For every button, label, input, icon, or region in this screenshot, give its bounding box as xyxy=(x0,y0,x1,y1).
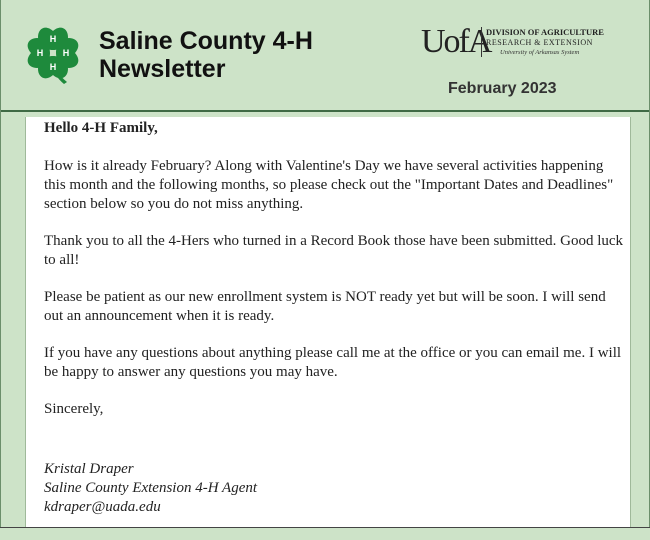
clover-letter-top: H xyxy=(49,34,57,44)
logo-division-text: DIVISION OF AGRICULTURE xyxy=(486,27,604,37)
title-line-2: Newsletter xyxy=(99,55,226,83)
greeting: Hello 4-H Family, xyxy=(44,120,158,136)
paragraph-4: If you have any questions about anything please call me at the office or you can email me. I will be happy to answer any questions you may have. xyxy=(44,345,622,380)
uada-logo xyxy=(421,23,604,64)
uofa-logo-mark: UofA xyxy=(421,23,491,60)
newsletter-body xyxy=(25,117,631,527)
newsletter-header xyxy=(1,0,649,112)
newsletter-title xyxy=(99,27,313,83)
paragraph-3: Please be patient as our new enrollment system is NOT ready yet but will be soon. I will send out an announcement when it is ready. xyxy=(44,289,606,324)
logo-research-text: RESEARCH & EXTENSION xyxy=(486,38,593,47)
clover-letter-bottom: H xyxy=(49,62,57,72)
logo-system-text: University of Arkansas System xyxy=(500,49,580,56)
signature-title: Saline County Extension 4-H Agent xyxy=(44,480,258,496)
signature-name: Kristal Draper xyxy=(44,461,134,477)
bottom-border xyxy=(0,527,650,540)
paragraph-1: How is it already February? Along with Valentine's Day we have several activities happening this month and the following months, so please check out the "Important Dates and Deadlines" section below so you do not miss anything. xyxy=(44,158,614,212)
letter-text xyxy=(44,119,624,437)
clover-letter-left: H xyxy=(36,48,44,58)
newsletter-date: February 2023 xyxy=(448,80,557,97)
closing: Sincerely, xyxy=(44,401,104,417)
signature-email[interactable]: kdraper@uada.edu xyxy=(44,499,161,515)
title-line-1: Saline County 4-H xyxy=(99,27,313,55)
paragraph-2: Thank you to all the 4-Hers who turned in a Record Book those have been submitted. Good luck to all! xyxy=(44,233,624,268)
uada-logo-text xyxy=(481,27,604,57)
signature-block xyxy=(44,460,257,517)
clover-letter-right: H xyxy=(62,48,70,58)
4-h-clover-icon xyxy=(23,22,83,88)
